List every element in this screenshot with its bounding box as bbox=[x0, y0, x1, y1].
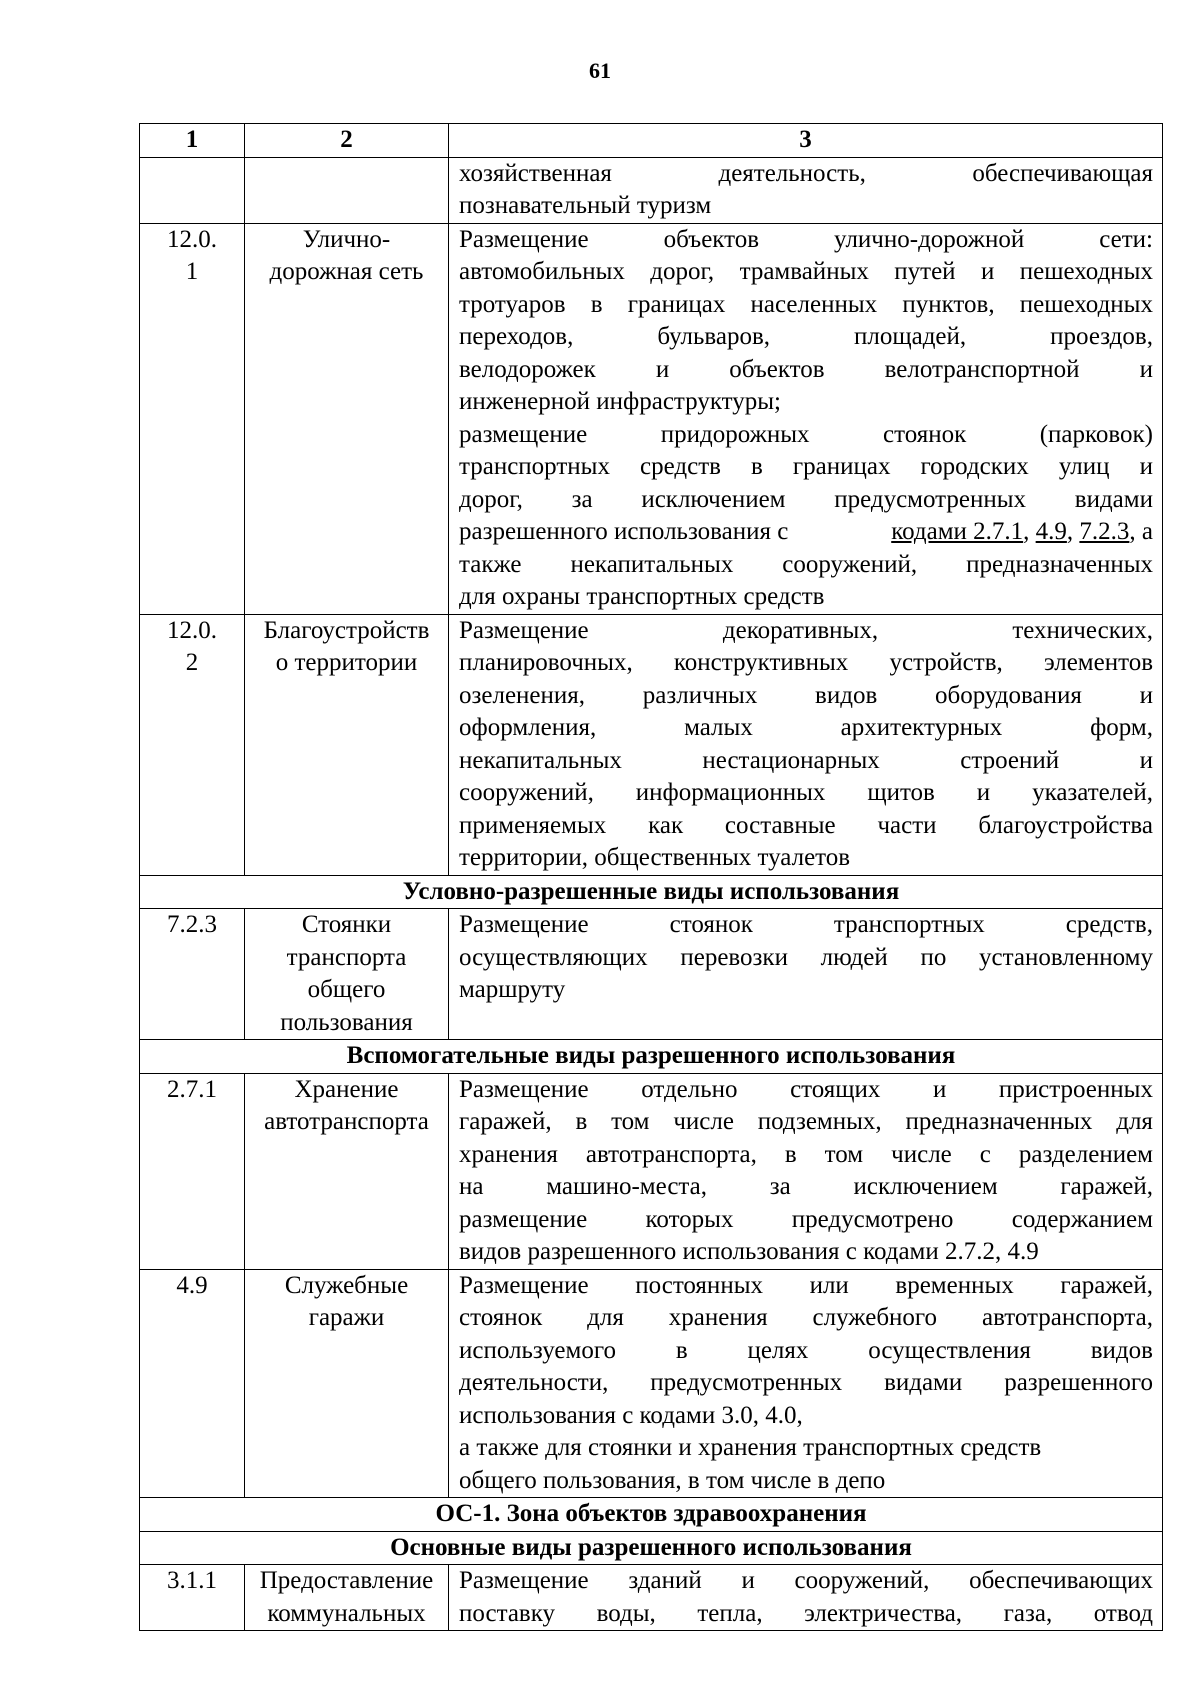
description-cell bbox=[449, 157, 1163, 223]
description-line: хранения автотранспорта, в том числе с разделением bbox=[459, 1140, 1153, 1168]
code-line: 12.0. bbox=[167, 225, 217, 253]
table-row-12-0-2 bbox=[140, 614, 1163, 875]
description-line-with-links: разрешенного использования с кодами 2.7.1, 4.9, 7.2.3, а bbox=[459, 516, 1153, 549]
name-line: автотранспорта bbox=[264, 1108, 429, 1135]
code-cell: 3.1.1 bbox=[140, 1565, 245, 1631]
description-line: деятельности, предусмотренных видами разрешенного bbox=[459, 1369, 1153, 1396]
table-row-4-9 bbox=[140, 1269, 1163, 1498]
name-line: Благоустройств bbox=[263, 616, 430, 644]
name-cell bbox=[245, 909, 449, 1040]
name-line: Хранение bbox=[294, 1075, 399, 1103]
description-line: инженерной инфраструктуры; bbox=[459, 388, 781, 415]
description-line: Размещение стоянок транспортных средств, bbox=[459, 911, 1153, 938]
description-line: велодорожек и объектов велотранспортной и bbox=[459, 355, 1153, 383]
code-cell bbox=[140, 157, 245, 223]
description-line: планировочных, конструктивных устройств, элементов bbox=[459, 649, 1153, 676]
name-line: Служебные bbox=[284, 1271, 409, 1299]
name-line: пользования bbox=[280, 1008, 413, 1036]
description-line: тротуаров в границах населенных пунктов, пешеходных bbox=[459, 290, 1153, 318]
name-cell bbox=[245, 223, 449, 614]
description-line: автомобильных дорог, трамвайных путей и пешеходных bbox=[459, 258, 1153, 285]
description-line: использования с кодами 3.0, 4.0, bbox=[459, 1401, 803, 1429]
code-link-4-9[interactable]: 4.9 bbox=[1035, 518, 1067, 545]
section-title: Вспомогательные виды разрешенного использования bbox=[140, 1040, 1163, 1074]
description-line: поставку воды, тепла, электричества, газа, отвод bbox=[459, 1599, 1153, 1627]
description-line: маршруту bbox=[459, 976, 566, 1003]
description-line: познавательный туризм bbox=[459, 192, 712, 219]
description-cell bbox=[449, 1565, 1163, 1631]
table-row-3-1-1 bbox=[140, 1565, 1163, 1631]
description-line: сооружений, информационных щитов и указателей, bbox=[459, 779, 1153, 806]
table-row-2-7-1 bbox=[140, 1073, 1163, 1269]
name-line: о территории bbox=[275, 649, 418, 676]
name-cell bbox=[245, 1269, 449, 1498]
description-line: территории, общественных туалетов bbox=[459, 844, 851, 871]
description-line: на машино-места, за исключением гаражей, bbox=[459, 1173, 1153, 1200]
description-line: осуществляющих перевозки людей по установленному bbox=[459, 943, 1153, 971]
column-header-1: 1 bbox=[140, 124, 245, 158]
description-line: Размещение отдельно стоящих и пристроенных bbox=[459, 1075, 1153, 1103]
code-cell: 7.2.3 bbox=[140, 909, 245, 1040]
section-heading-zone bbox=[140, 1498, 1163, 1532]
description-line: некапитальных нестационарных строений и bbox=[459, 746, 1153, 774]
code-line: 12.0. bbox=[167, 616, 217, 644]
description-line: используемого в целях осуществления видов bbox=[459, 1336, 1153, 1364]
name-cell bbox=[245, 1073, 449, 1269]
description-cell bbox=[449, 909, 1163, 1040]
description-line: переходов, бульваров, площадей, проездов, bbox=[459, 323, 1153, 350]
section-heading-main bbox=[140, 1531, 1163, 1565]
table-row-7-2-3 bbox=[140, 909, 1163, 1040]
description-line: оформления, малых архитектурных форм, bbox=[459, 714, 1153, 741]
section-title: Условно-разрешенные виды использования bbox=[140, 875, 1163, 909]
code-line: 2 bbox=[185, 649, 199, 676]
description-line: также некапитальных сооружений, предназначенных bbox=[459, 550, 1153, 578]
description-line: стоянок для хранения служебного автотранспорта, bbox=[459, 1304, 1153, 1331]
code-link-7-2-3[interactable]: 7.2.3 bbox=[1079, 518, 1130, 545]
description-line: применяемых как составные части благоустройства bbox=[459, 811, 1153, 839]
description-line: Размещение объектов улично-дорожной сети: bbox=[459, 225, 1153, 253]
description-line: размещение которых предусмотрено содержанием bbox=[459, 1205, 1153, 1233]
description-cell bbox=[449, 1073, 1163, 1269]
land-use-table bbox=[139, 123, 1163, 1631]
description-line: видов разрешенного использования с кодами 2.7.2, 4.9 bbox=[459, 1238, 1039, 1265]
description-cell bbox=[449, 614, 1163, 875]
description-line: дорог, за исключением предусмотренных видами bbox=[459, 485, 1153, 513]
name-cell bbox=[245, 614, 449, 875]
table-header-row bbox=[140, 124, 1163, 158]
name-cell bbox=[245, 1565, 449, 1631]
description-line: общего пользования, в том числе в депо bbox=[459, 1466, 886, 1494]
code-cell bbox=[140, 223, 245, 614]
code-cell bbox=[140, 614, 245, 875]
description-line: гаражей, в том числе подземных, предназначенных для bbox=[459, 1108, 1153, 1135]
name-line: транспорта bbox=[286, 943, 407, 971]
name-line: Предоставление bbox=[259, 1567, 434, 1594]
section-title: ОС-1. Зона объектов здравоохранения bbox=[140, 1498, 1163, 1532]
name-line: Стоянки bbox=[301, 911, 392, 938]
code-line: 1 bbox=[185, 258, 199, 285]
description-line: Размещение декоративных, технических, bbox=[459, 616, 1153, 644]
name-line: дорожная сеть bbox=[269, 258, 424, 285]
column-header-3: 3 bbox=[449, 124, 1163, 158]
name-line: гаражи bbox=[308, 1304, 385, 1331]
section-heading-conditional bbox=[140, 875, 1163, 909]
description-line: размещение придорожных стоянок (парковок) bbox=[459, 420, 1153, 448]
section-title: Основные виды разрешенного использования bbox=[140, 1531, 1163, 1565]
description-cell bbox=[449, 223, 1163, 614]
code-cell: 4.9 bbox=[140, 1269, 245, 1498]
line-text: разрешенного использования с bbox=[459, 518, 789, 545]
page-number: 61 bbox=[589, 58, 611, 83]
code-cell: 2.7.1 bbox=[140, 1073, 245, 1269]
description-line: Размещение постоянных или временных гаражей, bbox=[459, 1271, 1153, 1299]
description-line: хозяйственная деятельность, обеспечивающая bbox=[459, 159, 1153, 187]
description-line: а также для стоянки и хранения транспортных средств bbox=[459, 1434, 1042, 1461]
description-line: Размещение зданий и сооружений, обеспечивающих bbox=[459, 1567, 1153, 1594]
section-heading-auxiliary bbox=[140, 1040, 1163, 1074]
code-link-2-7-1[interactable]: кодами 2.7.1 bbox=[891, 518, 1024, 545]
description-cell bbox=[449, 1269, 1163, 1498]
table-row-continuation bbox=[140, 157, 1163, 223]
name-line: общего bbox=[307, 976, 386, 1003]
description-line: транспортных средств в границах городских улиц и bbox=[459, 453, 1153, 480]
table-row-12-0-1 bbox=[140, 223, 1163, 614]
column-header-2: 2 bbox=[245, 124, 449, 158]
description-line: для охраны транспортных средств bbox=[459, 583, 825, 610]
name-line: коммунальных bbox=[267, 1599, 426, 1627]
name-line: Улично- bbox=[302, 225, 391, 253]
description-line: озеленения, различных видов оборудования и bbox=[459, 681, 1153, 709]
name-cell bbox=[245, 157, 449, 223]
